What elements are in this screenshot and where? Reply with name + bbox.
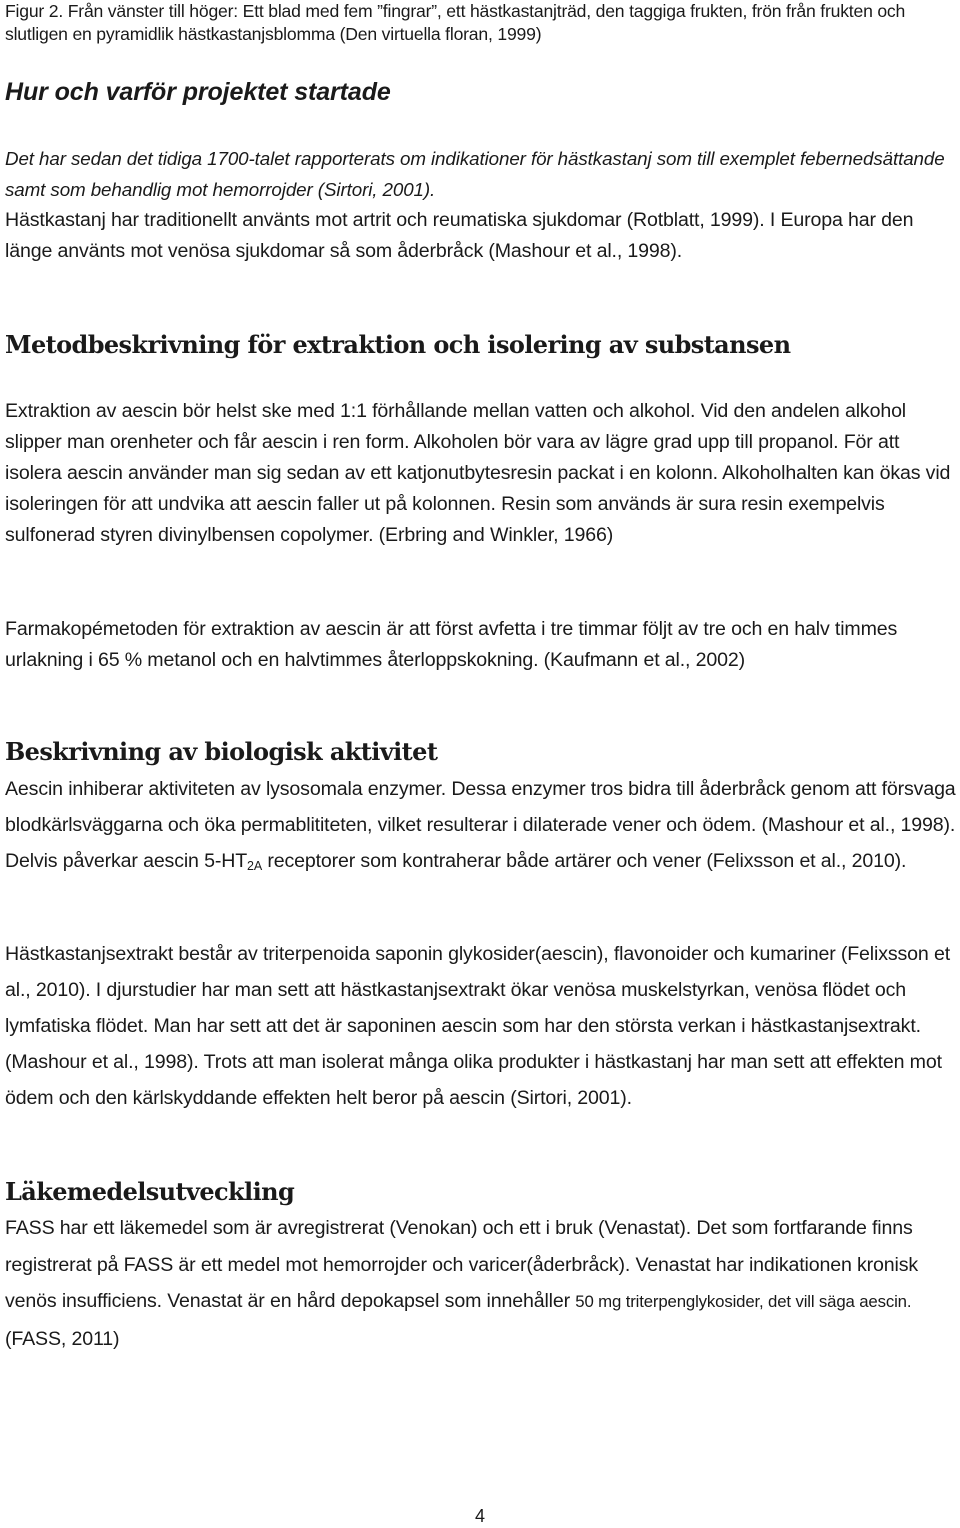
section-heading-drug-development	[5, 1177, 957, 1206]
paragraph-extraction	[5, 396, 957, 551]
heading-text: Hur och varför projektet startade	[5, 78, 391, 106]
paragraph-extraction-text: Extraktion av aescin bör helst ske med 1:1 förhållande mellan vatten och alkohol. Vid den andelen alkohol slipper man orenheter och får aescin i ren form. Alkoholen bör vara av lägre grad upp till propanol. För att isolera aescin använder man sig sedan av ett katjonutbytesresin packat i en kolonn. Alkoholhalten kan ökas vid isoleringen för att undvika att aescin faller ut på kolonnen. Resin som används är sura resin exempelvis sulfonerad styren divinylbensen copolymer. (Erbring and Winkler, 1966)	[5, 400, 951, 546]
figure-caption: Figur 2. Från vänster till höger: Ett blad med fem ”fingrar”, ett hästkastanjträd, den taggiga frukten, frön från frukten och slutligen en pyramidlik hästkastanjsblomma (Den virtuella floran, 1999)	[5, 1, 906, 44]
heading-text: Beskrivning av biologisk aktivitet	[5, 737, 438, 766]
page-number: 4	[474, 1506, 485, 1526]
paragraph-pharmacopoeia	[5, 614, 957, 676]
heading-text: Läkemedelsutveckling	[5, 1177, 295, 1206]
paragraph-history	[5, 143, 957, 205]
subscript-2a: 2A	[247, 859, 263, 873]
paragraph-history-text: Det har sedan det tidiga 1700-talet rapporterats om indikationer för hästkastanj som till exemplet febernedsättande samt som behandlig mot hemorrojder (Sirtori, 2001).	[5, 148, 945, 200]
paragraph-lysosomal	[5, 771, 957, 879]
paragraph-traditional-use-text: Hästkastanj har traditionellt använts mot artrit och reumatiska sjukdomar (Rotblatt, 1999). I Europa har den länge använts mot venösa sjukdomar så som åderbråck (Mashour et al., 1998).	[5, 209, 914, 262]
paragraph-fass-text-small: 50 mg triterpenglykosider, det vill säga aescin.	[575, 1292, 912, 1311]
paragraph-extract-composition	[5, 936, 957, 1116]
section-heading-project-start	[5, 78, 957, 107]
paragraph-lysosomal-text-a: Aescin inhiberar aktiviteten av lysosomala enzymer. Dessa enzymer tros bidra till åderbråck genom att försvaga blodkärlsväggarna och öka permablititeten, vilket resulterar i dilaterade vener och ödem. (Mashour et al., 1998). Delvis påverkar aescin 5-HT	[5, 778, 956, 872]
paragraph-fass-text-b: (FASS, 2011)	[5, 1327, 120, 1350]
paragraph-fass-text-a: FASS har ett läkemedel som är avregistrerat (Venokan) och ett i bruk (Venastat). Det som fortfarande finns registrerat på FASS är ett medel mot hemorrojder och varicer(åderbråck). Venastat har indikationen kronisk venös insufficiens. Venastat är en hård depokapsel som innehåller	[5, 1217, 919, 1312]
paragraph-pharmacopoeia-text: Farmakopémetoden för extraktion av aescin är att först avfetta i tre timmar följt av tre och en halv timmes urlakning i 65 % metanol och en halvtimmes återloppskokning. (Kaufmann et al., 2002)	[5, 618, 898, 671]
heading-text: Metodbeskrivning för extraktion och isolering av substansen	[5, 330, 791, 359]
section-heading-biological-activity	[5, 737, 957, 766]
paragraph-lysosomal-text-b: receptorer som kontraherar både artärer och vener (Felixsson et al., 2010).	[262, 850, 907, 872]
paragraph-traditional-use	[5, 205, 957, 267]
paragraph-extract-composition-text: Hästkastanjsextrakt består av triterpenoida saponin glykosider(aescin), flavonoider och kumariner (Felixsson et al., 2010). I djurstudier har man sett att hästkastanjsextrakt ökar venösa muskelstyrkan, venösa flödet och lymfatiska flödet. Man har sett att det är saponinen aescin som har den största verkan i hästkastanjsextrakt. (Mashour et al., 1998). Trots att man isolerat många olika produkter i hästkastanj har man sett att effekten mot ödem och den kärlskyddande effekten helt beror på aescin (Sirtori, 2001).	[5, 943, 950, 1109]
section-heading-method	[5, 330, 957, 359]
paragraph-fass	[5, 1210, 957, 1357]
